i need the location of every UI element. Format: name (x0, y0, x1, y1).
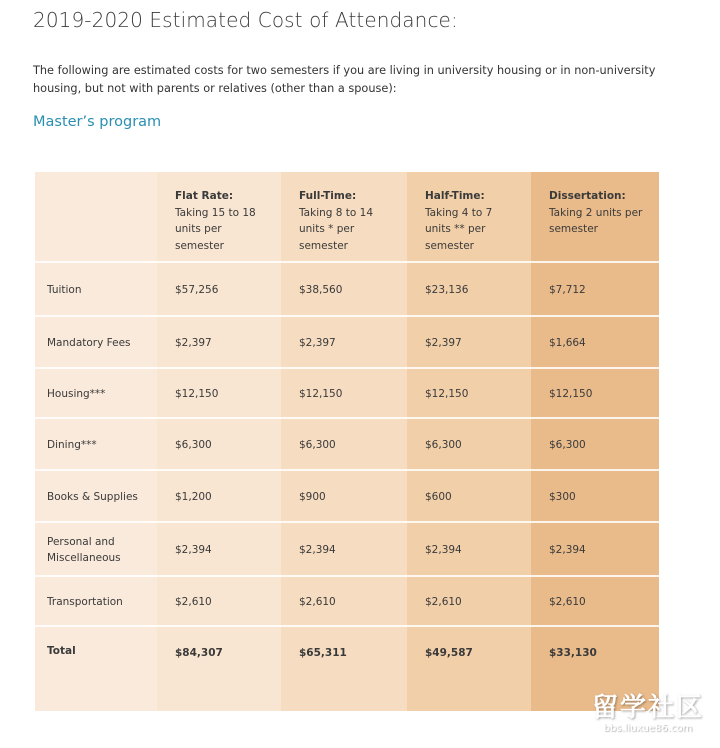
table-cell: $2,394 (425, 544, 462, 556)
table-cell: $49,587 (425, 647, 473, 659)
table-cell: $57,256 (175, 284, 219, 296)
watermark-logo: 留学社区 (591, 693, 704, 723)
row-label: Dining*** (47, 439, 97, 451)
table-cell: $38,560 (299, 284, 343, 296)
row-label: Mandatory Fees (47, 337, 131, 349)
table-header-flat-rate (157, 172, 281, 263)
header-title: Full-Time: (299, 190, 357, 202)
row-label: Transportation (47, 596, 123, 608)
table-header-full-time (281, 172, 407, 263)
row-label: Tuition (47, 284, 82, 296)
table-cell: $12,150 (299, 388, 343, 400)
table-cell: $2,394 (299, 544, 336, 556)
page-title: 2019-2020 Estimated Cost of Attendance: (33, 8, 458, 32)
header-title: Flat Rate: (175, 190, 234, 202)
header-title: Half-Time: (425, 190, 485, 202)
table-header-dissertation (531, 172, 659, 263)
table-cell: $1,664 (549, 337, 586, 349)
table-cell: $23,136 (425, 284, 469, 296)
row-label: Total (47, 645, 76, 657)
row-label: Books & Supplies (47, 491, 138, 503)
cost-table (35, 172, 659, 711)
table-cell: $6,300 (549, 439, 586, 451)
header-subtitle: Taking 2 units per semester (549, 206, 643, 235)
table-cell: $6,300 (299, 439, 336, 451)
table-cell: $12,150 (425, 388, 469, 400)
table-cell: $12,150 (549, 388, 593, 400)
table-cell: $84,307 (175, 647, 223, 659)
table-cell: $2,397 (175, 337, 212, 349)
table-cell: $300 (549, 491, 576, 503)
table-header-cell (35, 172, 157, 263)
row-label: Housing*** (47, 388, 106, 400)
table-cell: $900 (299, 491, 326, 503)
row-label: Personal and Miscellaneous (47, 536, 121, 564)
header-title: Dissertation: (549, 190, 626, 202)
table-cell: $12,150 (175, 388, 219, 400)
table-cell: $2,397 (299, 337, 336, 349)
table-cell: $2,394 (175, 544, 212, 556)
table-cell: $65,311 (299, 647, 347, 659)
table-cell: $7,712 (549, 284, 586, 296)
table-cell: $2,397 (425, 337, 462, 349)
header-subtitle: Taking 15 to 18 units per semester (175, 206, 256, 252)
table-cell: $600 (425, 491, 452, 503)
table-cell: $2,394 (549, 544, 586, 556)
table-cell: $6,300 (425, 439, 462, 451)
header-subtitle: Taking 4 to 7 units ** per semester (425, 206, 493, 252)
table-cell: $2,610 (549, 596, 586, 608)
table-cell: $2,610 (299, 596, 336, 608)
header-subtitle: Taking 8 to 14 units * per semester (299, 206, 374, 252)
table-header-half-time (407, 172, 531, 263)
table-cell: $33,130 (549, 647, 597, 659)
table-cell: $2,610 (175, 596, 212, 608)
watermark (592, 693, 704, 734)
watermark-url: bbs.liuxue86.com (603, 723, 693, 734)
intro-paragraph: The following are estimated costs for two semesters if you are living in university housing or in non-university housing, but not with parents or relatives (other than a spouse): (33, 64, 656, 95)
section-heading: Master’s program (33, 114, 162, 130)
table-cell: $2,610 (425, 596, 462, 608)
table-cell: $6,300 (175, 439, 212, 451)
table-cell: $1,200 (175, 491, 212, 503)
